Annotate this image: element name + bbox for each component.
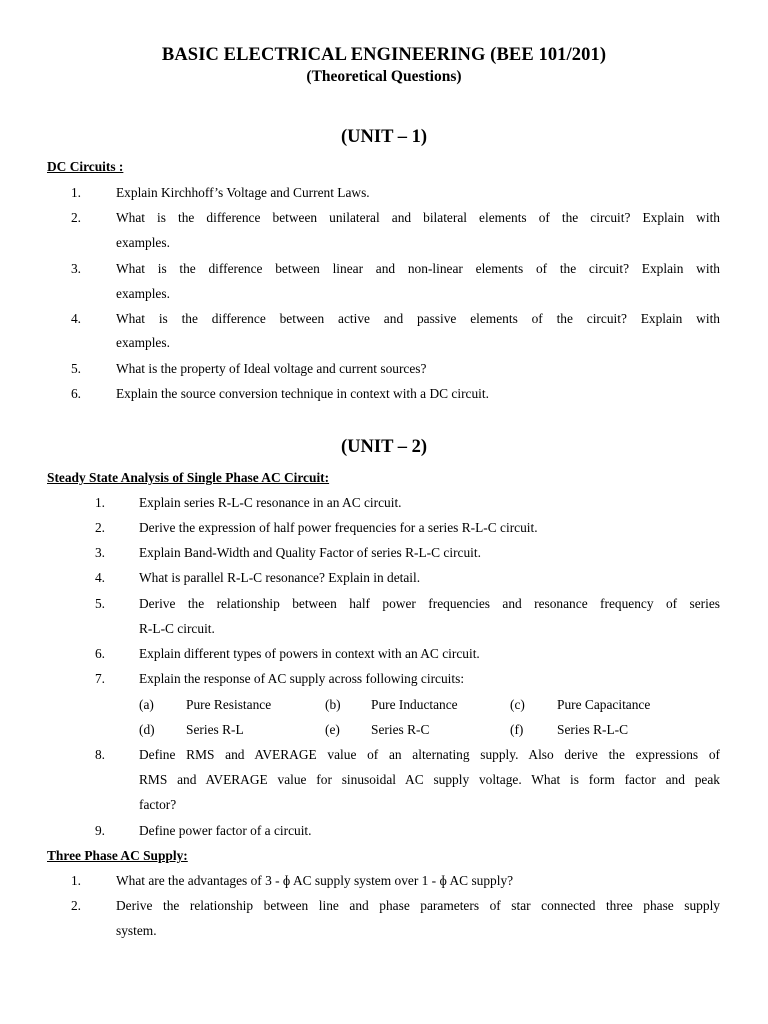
list-item-text: Derive the relationship between half power frequencies and resonance frequency of series xyxy=(139,596,720,611)
list-item-text: Explain Band-Width and Quality Factor of series R-L-C circuit. xyxy=(139,545,481,560)
list-item-number: 2. xyxy=(70,898,81,913)
list-item-text-continued: examples. xyxy=(116,286,170,301)
sub-item-label: (c) xyxy=(510,697,525,712)
sub-item-text: Series R-L xyxy=(186,722,244,737)
list-item-number: 8. xyxy=(94,747,105,762)
sub-item-text: Series R-C xyxy=(371,722,430,737)
unit-2-heading: (UNIT – 2) xyxy=(341,437,427,457)
list-item-number: 2. xyxy=(94,520,105,535)
document-title: BASIC ELECTRICAL ENGINEERING (BEE 101/201) xyxy=(161,45,607,65)
list-item-text: What is the property of Ideal voltage and current sources? xyxy=(116,361,427,376)
list-item-number: 9. xyxy=(94,823,105,838)
list-item-text-continued: examples. xyxy=(116,335,170,350)
list-item-text: What is the difference between unilateral and bilateral elements of the circuit? Explain with xyxy=(116,210,720,225)
sub-item-text: Pure Capacitance xyxy=(557,697,651,712)
list-item-text: Explain the source conversion technique in context with a DC circuit. xyxy=(116,386,489,401)
sub-item-text: Pure Resistance xyxy=(186,697,272,712)
list-item-text: Explain different types of powers in context with an AC circuit. xyxy=(139,646,480,661)
list-item-text: Explain the response of AC supply across following circuits: xyxy=(139,671,465,686)
list-item-text: Derive the relationship between line and phase parameters of star connected three phase supply xyxy=(116,898,720,913)
section-single-phase-ac: Steady State Analysis of Single Phase AC Circuit: xyxy=(47,470,330,485)
list-item-number: 3. xyxy=(70,261,81,276)
section-dc-circuits: DC Circuits : xyxy=(47,159,124,174)
list-item-number: 1. xyxy=(94,495,105,510)
list-item-text-continued: factor? xyxy=(139,797,177,812)
list-item-text: What is parallel R-L-C resonance? Explain in detail. xyxy=(139,570,421,585)
list-item-text: Define power factor of a circuit. xyxy=(139,823,312,838)
list-item-text: What is the difference between active and passive elements of the circuit? Explain with xyxy=(116,311,720,326)
list-item-number: 4. xyxy=(94,570,105,585)
list-item-number: 2. xyxy=(70,210,81,225)
list-item-number: 5. xyxy=(70,361,81,376)
list-item-text: Derive the expression of half power frequencies for a series R-L-C circuit. xyxy=(139,520,538,535)
list-item-number: 6. xyxy=(94,646,105,661)
sub-item-label: (f) xyxy=(510,722,524,737)
list-item-text-continued: examples. xyxy=(116,235,170,250)
list-item-text-continued: RMS and AVERAGE value for sinusoidal AC supply voltage. What is form factor and peak xyxy=(139,772,720,787)
sub-item-label: (e) xyxy=(325,722,340,737)
document-subtitle: (Theoretical Questions) xyxy=(306,68,462,85)
list-item-number: 7. xyxy=(94,671,105,686)
section-three-phase-ac: Three Phase AC Supply: xyxy=(47,848,188,863)
list-item-number: 4. xyxy=(70,311,81,326)
sub-item-text: Series R-L-C xyxy=(557,722,629,737)
sub-item-label: (d) xyxy=(139,722,155,737)
list-item-number: 6. xyxy=(70,386,81,401)
list-item-text-continued: system. xyxy=(116,923,157,938)
list-item-text: What are the advantages of 3 - ɸ AC supply system over 1 - ɸ AC supply? xyxy=(116,873,514,888)
list-item-number: 3. xyxy=(94,545,105,560)
unit-1-heading: (UNIT – 1) xyxy=(341,127,427,147)
list-item-text-continued: R-L-C circuit. xyxy=(139,621,215,636)
list-item-number: 1. xyxy=(70,873,81,888)
list-item-text: Define RMS and AVERAGE value of an alternating supply. Also derive the expressions of xyxy=(139,747,720,762)
list-item-text: What is the difference between linear and non-linear elements of the circuit? Explain with xyxy=(116,261,720,276)
sub-item-text: Pure Inductance xyxy=(371,697,458,712)
list-item-text: Explain series R-L-C resonance in an AC circuit. xyxy=(139,495,402,510)
list-item-number: 5. xyxy=(94,596,105,611)
sub-item-label: (b) xyxy=(325,697,341,712)
list-item-number: 1. xyxy=(70,185,81,200)
list-item-text: Explain Kirchhoff’s Voltage and Current Laws. xyxy=(116,185,370,200)
sub-item-label: (a) xyxy=(139,697,154,712)
